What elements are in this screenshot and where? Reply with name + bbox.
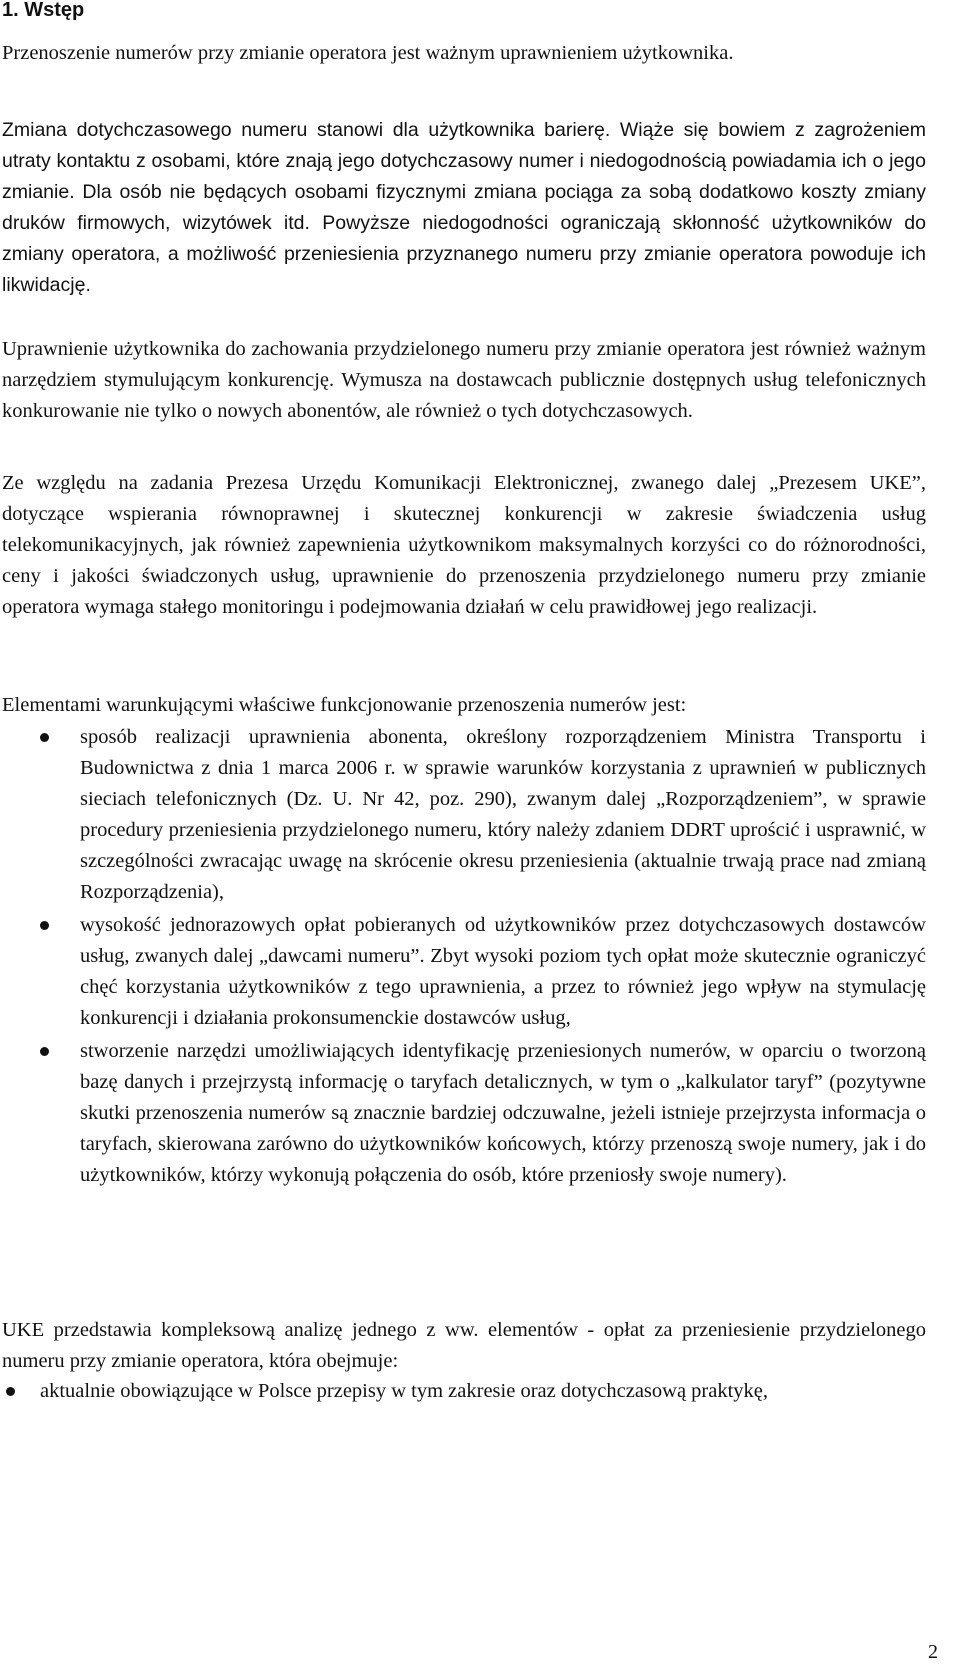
page-number: 2 — [928, 1641, 938, 1663]
bullet-list-analysis — [0, 1376, 926, 1407]
paragraph-elements-intro: Elementami warunkującymi właściwe funkcjonowanie przenoszenia numerów jest: — [2, 694, 687, 716]
list-item — [0, 1036, 926, 1191]
list-item-text: stworzenie narzędzi umożliwiających identyfikację przeniesionych numerów, w oparciu o tworzoną bazę danych i przejrzystą informację o taryfach detalicznych, w tym o „kalkulator taryf” (pozytywne skutki przenoszenia numerów są znacznie bardziej odczuwalne, jeżeli istnieje przejrzysta informacja o taryfach, skierowana zarówno do użytkowników końcowych, którzy przenoszą swoje numery, jak i do użytkowników, którzy wykonują połączenia do osób, które przeniosły swoje numery). — [80, 1040, 926, 1186]
section-title: Wstęp — [24, 0, 85, 21]
list-item — [0, 722, 926, 908]
paragraph-intro: Przenoszenie numerów przy zmianie operatora jest ważnym uprawnieniem użytkownika. — [2, 42, 734, 64]
list-item-text: wysokość jednorazowych opłat pobieranych od użytkowników przez dotychczasowych dostawców usług, zwanych dalej „dawcami numeru”. Zbyt wysoki poziom tych opłat może skutecznie ograniczyć chęć korzystania użytkowników z tego uprawnienia, a przez to również jego wpływ na stymulację konkurencji i działania prokonsumenckie dostawców usług, — [80, 914, 926, 1029]
bullet-icon — [40, 1047, 49, 1056]
section-heading — [2, 0, 84, 24]
paragraph-barrier: Zmiana dotychczasowego numeru stanowi dla użytkownika barierę. Wiąże się bowiem z zagrożeniem utraty kontaktu z osobami, które znają jego dotychczasowy numer i niedogodnością powiadamia ich o jego zmianie. Dla osób nie będących osobami fizycznymi zmiana pociąga za sobą dodatkowo koszty zmiany druków firmowych, wizytówek itd. Powyższe niedogodności ograniczają skłonność użytkowników do zmiany operatora, a możliwość przeniesienia przyznanego numeru przy zmianie operatora powoduje ich likwidację. — [2, 119, 926, 296]
bullet-list-elements — [0, 722, 926, 1191]
paragraph-competition: Uprawnienie użytkownika do zachowania przydzielonego numeru przy zmianie operatora jest również ważnym narzędziem stymulującym konkurencję. Wymusza na dostawcach publicznie dostępnych usług telefonicznych konkurowanie nie tylko o nowych abonentów, ale również o tych dotychczasowych. — [2, 338, 926, 422]
bullet-icon — [40, 733, 49, 742]
bullet-icon — [40, 921, 49, 930]
list-item — [0, 1376, 926, 1407]
paragraph-uke-analysis: UKE przedstawia kompleksową analizę jednego z ww. elementów - opłat za przeniesienie przydzielonego numeru przy zmianie operatora, która obejmuje: — [2, 1319, 926, 1372]
list-item-text: aktualnie obowiązujące w Polsce przepisy w tym zakresie oraz dotychczasową praktykę, — [40, 1380, 769, 1402]
list-item-text: sposób realizacji uprawnienia abonenta, określony rozporządzeniem Ministra Transportu i Budownictwa z dnia 1 marca 2006 r. w sprawie warunków korzystania z uprawnień w publicznych sieciach telefonicznych (Dz. U. Nr 42, poz. 290), zwanym dalej „Rozporządzeniem”, w sprawie procedury przeniesienia przydzielonego numeru, który należy zdaniem DDRT uprościć i usprawnić, w szczególności zwracając uwagę na skrócenie okresu przeniesienia (aktualnie trwają prace nad zmianą Rozporządzenia), — [80, 726, 926, 903]
list-item — [0, 910, 926, 1034]
bullet-icon — [6, 1387, 15, 1396]
section-number: 1. — [2, 0, 19, 21]
paragraph-uke-tasks: Ze względu na zadania Prezesa Urzędu Komunikacji Elektronicznej, zwanego dalej „Prezesem UKE”, dotyczące wspierania równoprawnej i skutecznej konkurencji w zakresie świadczenia usług telekomunikacyjnych, jak również zapewnienia użytkownikom maksymalnych korzyści co do różnorodności, ceny i jakości świadczonych usług, uprawnienie do przenoszenia przydzielonego numeru przy zmianie operatora wymaga stałego monitoringu i podejmowania działań w celu prawidłowej jego realizacji. — [2, 472, 926, 618]
